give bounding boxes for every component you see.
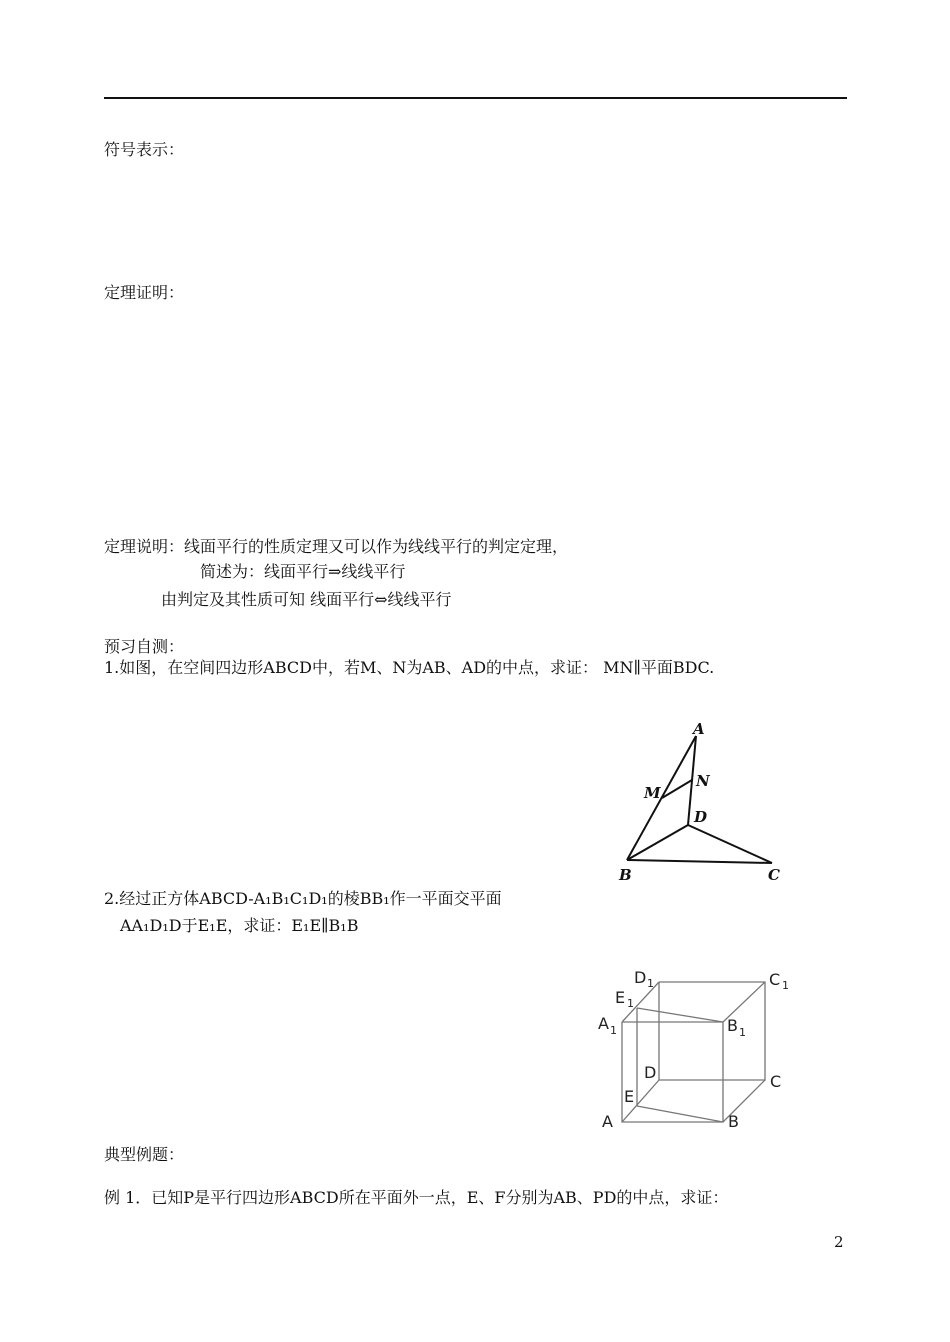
label-d1: D (634, 968, 647, 987)
label-d: D (644, 1063, 657, 1082)
page-number: 2 (834, 1233, 844, 1251)
label-e: E (624, 1087, 635, 1106)
segment-b1e1 (637, 1008, 723, 1022)
label-b1: B (727, 1016, 738, 1035)
example-1: 例 1．已知P是平行四边形ABCD所在平面外一点，E、F分别为AB、PD的中点，求证： (104, 1188, 729, 1207)
header-rule (104, 97, 847, 99)
theorem-note-line2: 简述为：线面平行⇒线线平行 (200, 562, 406, 581)
label-a: A (602, 1112, 613, 1131)
label-d1-sub: 1 (647, 977, 654, 990)
theorem-note-line3: 由判定及其性质可知 线面平行⇔线线平行 (161, 590, 452, 609)
symbol-heading: 符号表示： (104, 140, 185, 159)
label-c: C (768, 866, 780, 884)
label-a1-sub: 1 (610, 1024, 617, 1037)
question-2-line2: AA₁D₁D于E₁E，求证：E₁E∥B₁B (120, 916, 359, 935)
label-e1-sub: 1 (627, 997, 634, 1010)
label-c1-sub: 1 (782, 979, 789, 992)
label-n: N (696, 772, 710, 790)
question-2-line1: 2.经过正方体ABCD-A₁B₁C₁D₁的棱BB₁作一平面交平面 (104, 889, 502, 908)
label-d: D (694, 808, 708, 826)
edge-dc (688, 825, 772, 863)
label-e1: E (615, 988, 626, 1007)
label-a: A (693, 720, 705, 738)
label-c: C (770, 1072, 782, 1091)
label-b: B (728, 1112, 739, 1131)
examples-heading: 典型例题： (104, 1145, 185, 1164)
label-b1-sub: 1 (739, 1026, 746, 1039)
segment-eb (637, 1106, 723, 1122)
label-c1: C (769, 970, 781, 989)
question-1: 1.如图，在空间四边形ABCD中，若M、N为AB、AD的中点，求证： MN∥平面BDC. (104, 658, 715, 677)
label-m: M (644, 784, 661, 802)
edge-ab (627, 736, 696, 860)
label-b: B (619, 866, 632, 884)
label-a1: A (598, 1014, 609, 1033)
theorem-note-line1: 定理说明：线面平行的性质定理又可以作为线线平行的判定定理， (104, 537, 569, 556)
edge-bc (627, 860, 772, 863)
proof-heading: 定理证明： (104, 283, 185, 302)
figure-cube (590, 965, 810, 1135)
figure-quadrilateral-abcd (600, 712, 800, 892)
preview-heading: 预习自测： (104, 637, 185, 656)
